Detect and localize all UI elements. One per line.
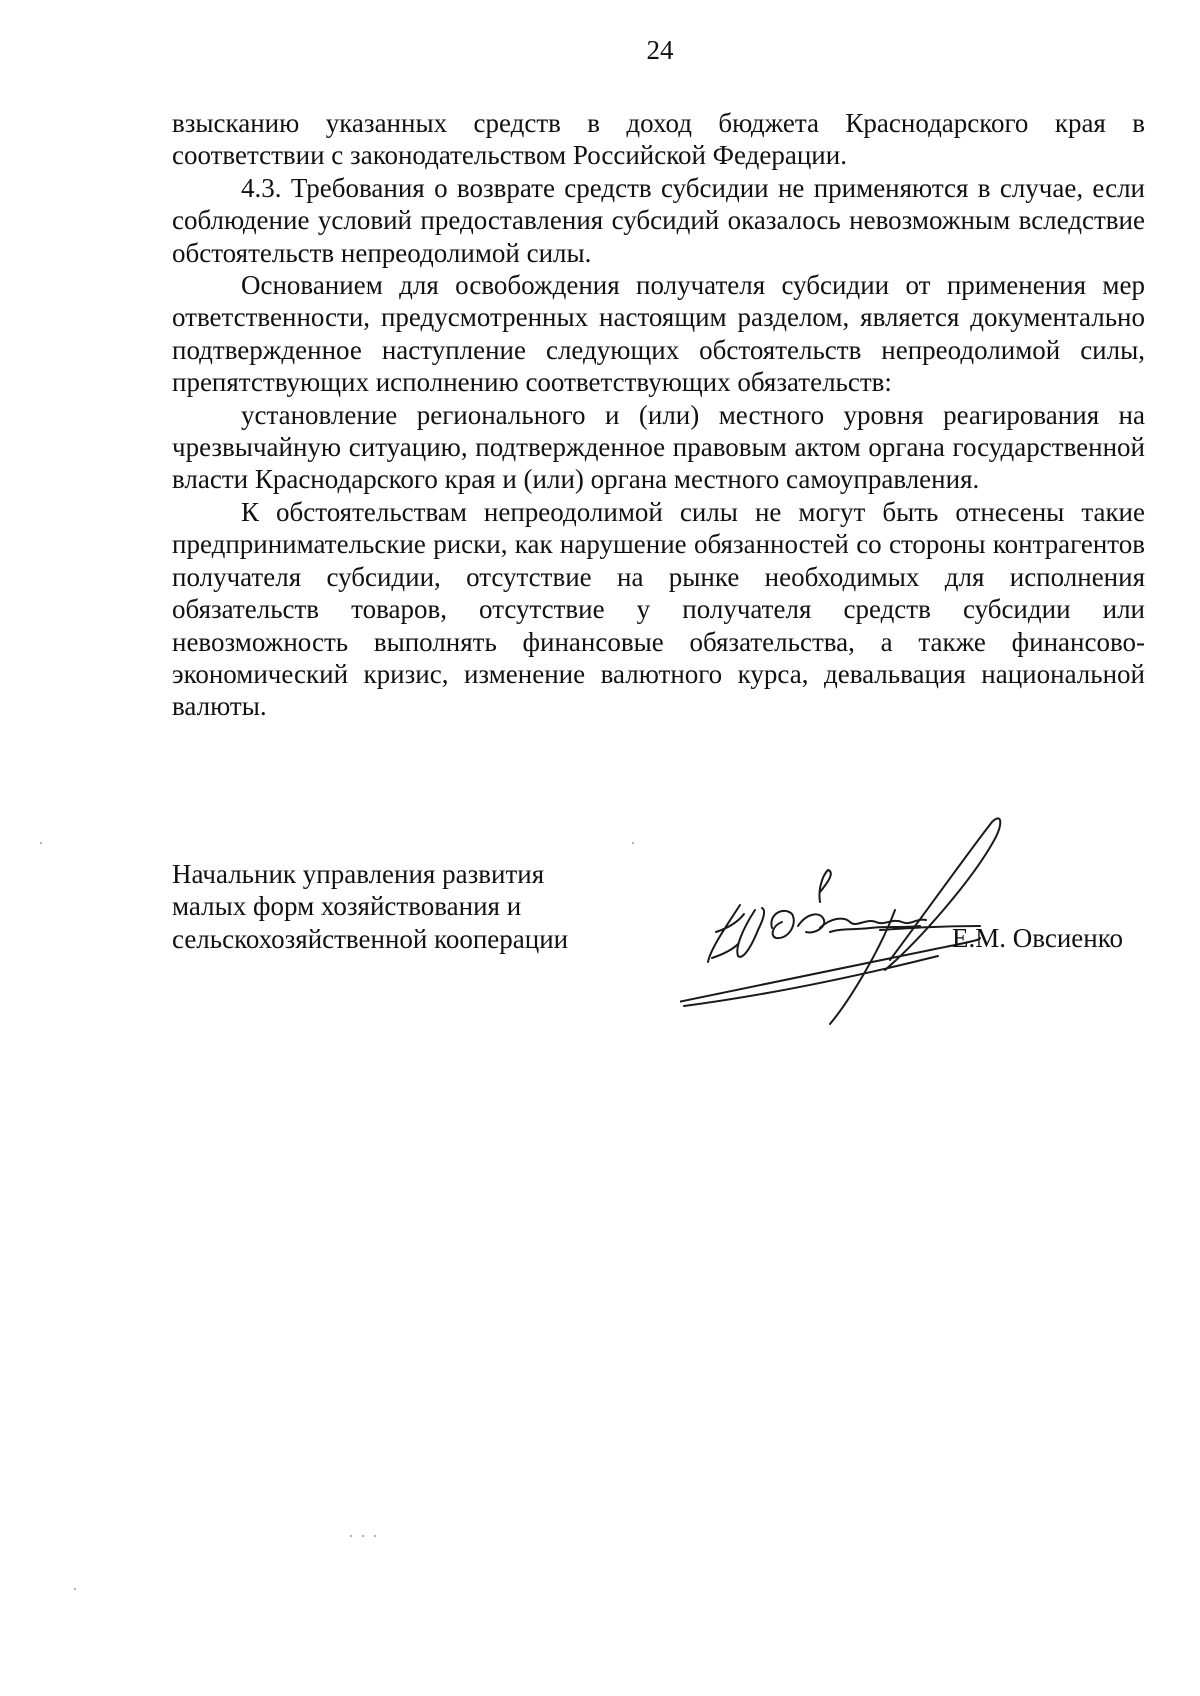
paragraph-emergency-level: установление регионального и (или) местного уровня реагирования на чрезвычайную ситуацию, подтвержденное правовым актом органа государственной власти Краснодарского края и (или) органа местного самоуправления. [172, 399, 1145, 495]
scan-speck [632, 842, 634, 844]
paragraph-4-3: 4.3. Требования о возврате средств субсидии не применяются в случае, если соблюдение условий предоставления субсидий оказалось невозможным вследствие обстоятельств непреодолимой силы. [172, 172, 1145, 268]
paragraph-continuation: взысканию указанных средств в доход бюджета Краснодарского края в соответствии с законодательством Российской Федерации. [172, 108, 1145, 171]
signer-name: Е.М. Овсиенко [952, 923, 1123, 953]
position-line: Начальник управления развития [172, 859, 545, 889]
handwritten-signature-icon [680, 810, 1060, 1030]
paragraph-exemption-basis: Основанием для освобождения получателя субсидии от применения мер ответственности, предусмотренных настоящим разделом, является документально подтвержденное наступление следующих обстоятельств непреодолимой силы, препятствующих исполнению соответствующих обязательств: [172, 270, 1145, 398]
scan-speck [350, 1535, 352, 1537]
paragraph-excluded-risks: К обстоятельствам непреодолимой силы не могут быть отнесены такие предпринимательские риски, как нарушение обязанностей со стороны контрагентов получателя субсидии, отсутствие на рынке необходимых для исполнения обязательств товаров, отсутствие у получателя средств субсидии или невозможность выполнять финансовые обязательства, а также финансово-экономический кризис, изменение валютного курса, девальвация национальной валюты. [172, 496, 1145, 722]
scan-speck [40, 842, 42, 844]
position-line: сельскохозяйственной кооперации [172, 923, 569, 954]
signatory-position [172, 858, 568, 955]
scan-speck [374, 1535, 376, 1537]
scan-speck [362, 1535, 364, 1537]
position-line: малых форм хозяйствования и [172, 891, 522, 922]
scan-speck [74, 1588, 76, 1590]
page-number: 24 [646, 35, 674, 65]
document-body [172, 107, 1145, 723]
